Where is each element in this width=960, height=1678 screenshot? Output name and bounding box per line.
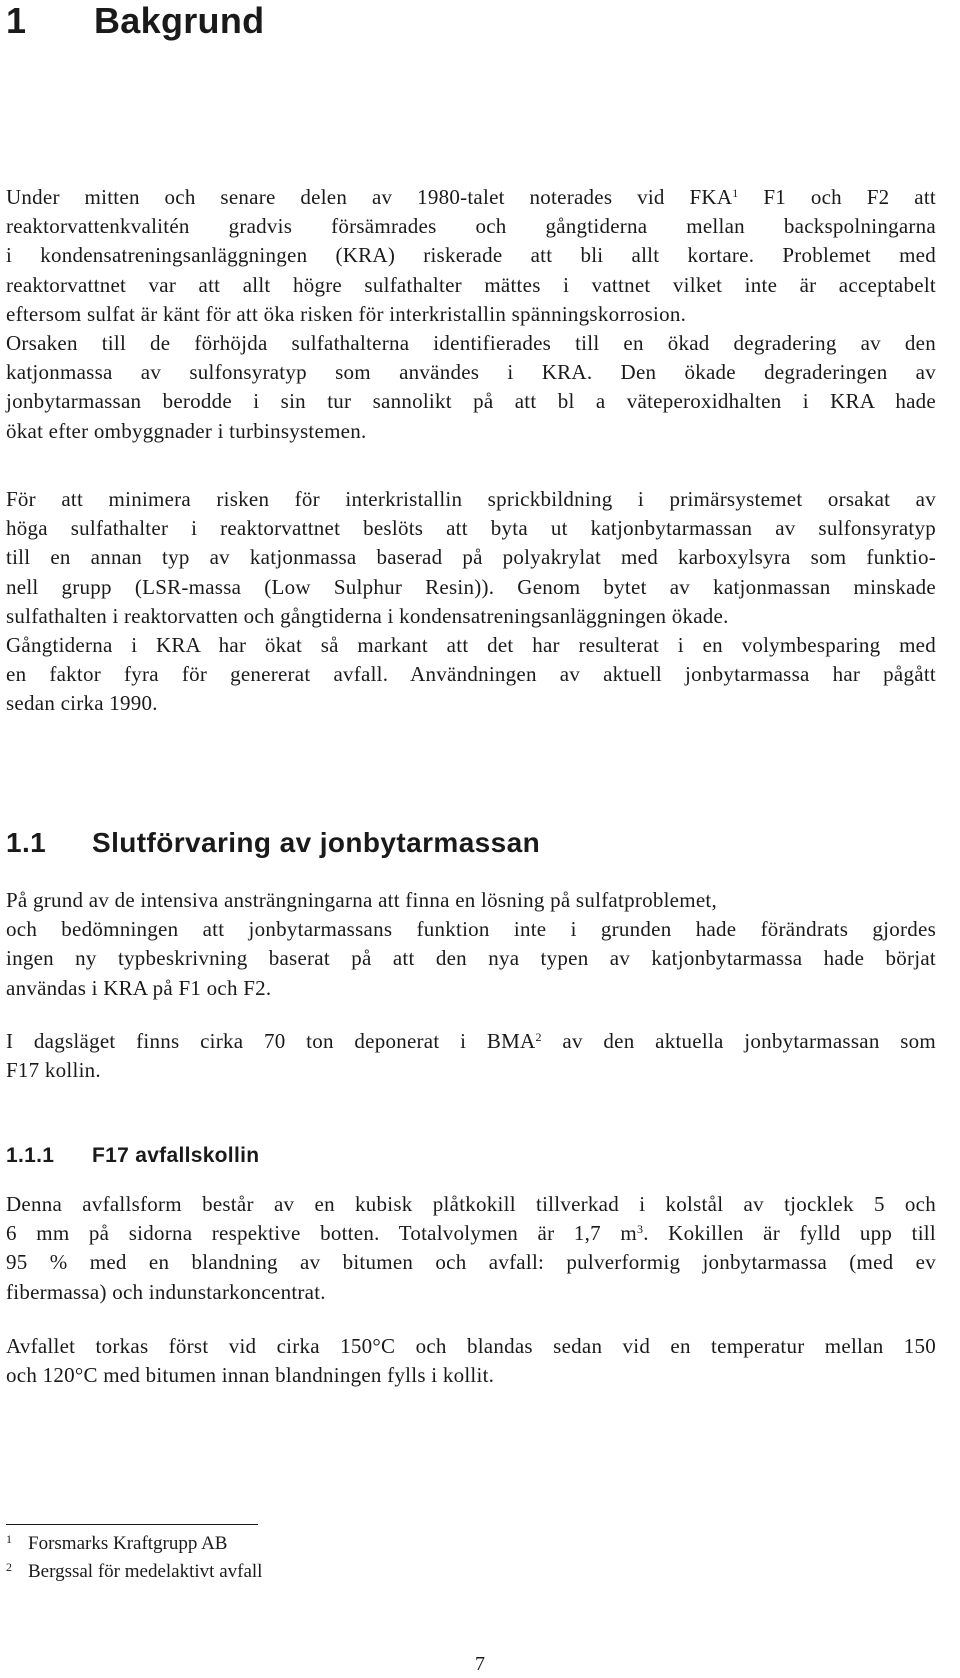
text-line: och 120°C med bitumen innan blandningen fylls i kollit. xyxy=(6,1363,495,1388)
text-line: Avfallet torkas först vid cirka 150°C och blandas sedan vid en temperatur mellan 150 xyxy=(6,1334,936,1358)
text-line: jonbytarmassan berodde i sin tur sannolikt på att bl a väteperoxidhalten i KRA hade xyxy=(6,389,936,414)
text-line: sulfathalten i reaktorvatten och gångtiderna i kondensatreningsanläggningen ökade. xyxy=(6,603,729,628)
superscript-exponent: 3 xyxy=(636,1222,644,1237)
intro-paragraph-2 xyxy=(6,485,936,719)
text-line: användas i KRA på F1 och F2. xyxy=(6,975,272,1000)
text-line: Under mitten och senare delen av 1980-talet noterades vid FKA$^1$ F1 och F2 att xyxy=(6,185,936,209)
text-line: Gångtiderna i KRA har ökat så markant att det har resulterat i en volymbesparing med xyxy=(6,633,936,658)
text-line: reaktorvattnet var att allt högre sulfathalter mättes i vattnet vilket inte är acceptabelt xyxy=(6,272,936,297)
text-line: nell grupp (LSR-massa (Low Sulphur Resin)). Genom bytet av katjonmassan minskade xyxy=(6,574,936,599)
text-line: höga sulfathalter i reaktorvattnet beslöts att byta ut katjonbytarmassan av sulfonsyratyp xyxy=(6,516,936,541)
text-line: ökat efter ombyggnader i turbinsystemen. xyxy=(6,418,367,443)
section-paragraph-1 xyxy=(6,886,936,1003)
text-line: 95 % med en blandning av bitumen och avfall: pulverformig jonbytarmassa (med ev xyxy=(6,1250,936,1275)
subsection-heading xyxy=(6,1143,259,1169)
chapter-number: 1 xyxy=(6,0,27,41)
text-line: till en annan typ av katjonmassa baserad på polyakrylat med karboxylsyra som funktio- xyxy=(6,545,936,570)
text-line: en faktor fyra för genererat avfall. Användningen av aktuell jonbytarmassa har pågått xyxy=(6,662,936,687)
page-number: 7 xyxy=(475,1653,485,1675)
subsection-number: 1.1.1 xyxy=(6,1144,55,1167)
text-line: i kondensatreningsanläggningen (KRA) riskerade att bli allt kortare. Problemet med xyxy=(6,243,936,268)
subsection-paragraph-1 xyxy=(6,1190,936,1307)
footnote-text: Forsmarks Kraftgrupp AB xyxy=(28,1533,228,1554)
text-line: På grund av de intensiva ansträngningarna att finna en lösning på sulfatproblemet, xyxy=(6,888,717,912)
section-number: 1.1 xyxy=(6,827,47,858)
section-heading xyxy=(6,826,540,860)
footnote-text: Bergssal för medelaktivt avfall xyxy=(28,1561,263,1582)
text-line: 6 mm på sidorna respektive botten. Totalvolymen är 1,7 $m^3$. Kokillen är fylld upp till xyxy=(6,1221,936,1246)
footnote: 2 Bergssal för medelaktivt avfall xyxy=(6,1560,263,1582)
section-paragraph-2 xyxy=(6,1027,936,1085)
chapter-heading xyxy=(6,0,264,42)
footnote-divider xyxy=(6,1524,258,1525)
text-line: För att minimera risken för interkristallin sprickbildning i primärsystemet orsakat av xyxy=(6,487,936,511)
footnote: 1 Forsmarks Kraftgrupp AB xyxy=(6,1532,228,1554)
intro-paragraph-1 xyxy=(6,183,936,446)
text-line: F17 kollin. xyxy=(6,1058,101,1083)
subsection-title: F17 avfallskollin xyxy=(92,1144,260,1167)
text-line: I dagsläget finns cirka 70 ton deponerat i BMA$^2$ av den aktuella jonbytarmassan som xyxy=(6,1029,937,1053)
text-line: sedan cirka 1990. xyxy=(6,691,158,716)
section-title: Slutförvaring av jonbytarmassan xyxy=(92,827,541,858)
footnote-ref: 1 xyxy=(732,186,739,200)
text-line: Orsaken till de förhöjda sulfathalterna identifierades till en ökad degradering av den xyxy=(6,331,936,356)
footnotes xyxy=(6,1530,606,1586)
text-line: ingen ny typbeskrivning baserat på att den nya typen av katjonbytarmassa hade börjat xyxy=(6,946,936,971)
subsection-paragraph-2 xyxy=(6,1332,936,1390)
text-line: och bedömningen att jonbytarmassans funktion inte i grunden hade förändrats gjordes xyxy=(6,917,936,942)
text-line: fibermassa) och indunstarkoncentrat. xyxy=(6,1279,326,1304)
footnote-ref: 2 xyxy=(535,1030,542,1044)
chapter-title: Bakgrund xyxy=(94,0,265,41)
text-line: eftersom sulfat är känt för att öka risken för interkristallin spänningskorrosion. xyxy=(6,301,687,326)
text-line: Denna avfallsform består av en kubisk plåtkokill tillverkad i kolstål av tjocklek 5 och xyxy=(6,1192,936,1216)
text-line: katjonmassa av sulfonsyratyp som användes i KRA. Den ökade degraderingen av xyxy=(6,360,936,385)
text-line: reaktorvattenkvalitén gradvis försämrades och gångtiderna mellan backspolningarna xyxy=(6,214,936,239)
